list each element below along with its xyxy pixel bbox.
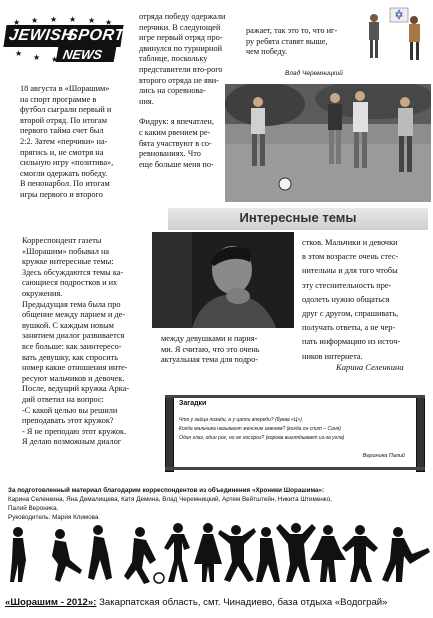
photo-football-game: [225, 84, 431, 202]
silhouette-ball-icon: [88, 525, 112, 580]
article-topics-col1: Корреспондент газеты «Шорашим» побывал на кружке интересные темы: Здесь обсуждаются темы ка- сающиеся подростков и их окружения. Предыдущая тема была про общение между парнем и де- вушкой. С каждым новым занятием диалог развивается все больше: как заинтересо- вать девушку, как спросить номер какие отношения инте- ресуют мальчиков и девочек. После, ведущий кружка Арка- дий ответил на вопрос: -С какой целью вы решили преподавать этот кружок? - Я не преподаю этот кружок. Я делаю возможным диалог: [22, 236, 130, 447]
silhouette-kick-icon: [52, 529, 82, 582]
star-icon: ★: [88, 16, 96, 25]
star-icon: ★: [69, 15, 77, 24]
sport-silhouettes: [0, 520, 433, 588]
silhouette-kick-icon: [382, 527, 430, 582]
footer: [5, 597, 430, 608]
star-icon: ★: [51, 55, 59, 64]
footer-brand: «Шорашим - 2012»:: [5, 597, 97, 608]
credits: За подготовленный материал благодарим корреспондентов из объединения «Хроники Шорашима»: Карина Селенкина, Яна Демалищева, Катя Демина, Влад Черемницкий, Артем Вейтштейн, Никита Штименко, Палий Вероника. Руководитель: Мария Климова: [8, 487, 332, 521]
silhouette-skip-icon: [256, 527, 280, 582]
article-football-col1: 18 августа в «Шорашим» на спорт программе в футбол сыграли первый и второй отряд. По итогам первого тайма счет был 2:2. Затем «перчики» на- прягись и, не смотря на сильную игру «позитива», смогли одержать победу. В пенонарбол. По итогам игры первого и второго: [20, 84, 114, 199]
silhouette-cheer-icon: [276, 523, 316, 582]
article-football-col3: ражает, так это то, что иг- ру ребята ставят выше, чем победу.: [246, 26, 338, 57]
signature-karina: Карина Селенкина: [336, 362, 404, 372]
riddle: Что у зайца позади, а у цапли впереди? (буква «Ц»): [179, 417, 302, 423]
photo-kids-flag: [360, 2, 430, 68]
silhouette-ballet-icon: [310, 525, 346, 582]
section-banner: [168, 208, 428, 230]
silhouette-dancer-icon: [164, 523, 190, 582]
logo-news: NEWS: [61, 47, 104, 62]
footer-location: Закарпатская область, смт. Чинадиево, база отдыха «Водограй»: [96, 597, 388, 608]
signature-vlad: Влад Черемницкий: [285, 70, 343, 77]
newspaper-logo: [5, 15, 126, 64]
star-icon: ★: [15, 49, 23, 58]
silhouette-stretch-icon: [342, 525, 378, 582]
logo-sport: SPORT: [65, 27, 126, 44]
riddle: Один глаз, один рог, но не носорог? (корова выглядывает из-за угла): [179, 435, 345, 441]
riddles-list: [179, 416, 413, 443]
riddle: Когда мальчика называют женским именем? (когда он спит – Соня): [179, 426, 341, 432]
silhouette-jump-icon: [218, 525, 256, 582]
soccer-ball-icon: [154, 573, 164, 583]
riddles-title: Загадки: [179, 400, 207, 407]
section-title: Интересные темы: [239, 210, 357, 225]
logo-banner: [3, 25, 126, 47]
logo-news-box: [56, 47, 117, 62]
riddles-box: [165, 395, 425, 470]
star-icon: ★: [50, 15, 58, 24]
article-topics-col2: между девушками и парня- ми. Я считаю, что это очень актуальная тема для подро-: [161, 334, 260, 365]
star-icon: ★: [13, 18, 21, 27]
photo-man-thinking: [152, 232, 294, 328]
silhouette-runner-icon: [124, 527, 156, 584]
star-icon: ★: [33, 53, 41, 62]
article-football-col2: отряда победу одержали перчики. В следующей игре первый отряд про- двинулся по турнирной таблице, поскольку представители вто-рого второго отряда не яви- лись на соревнова- ния. Фидрук: я впечатлен, с каким рвением ре- бята участвуют в со- ревнованиях. Что еще больше меня по-: [139, 12, 226, 169]
logo-jewish: JEWISH: [7, 27, 75, 44]
silhouette-dress-icon: [194, 523, 222, 582]
silhouette-football-icon: [10, 527, 26, 582]
star-icon: ★: [31, 16, 39, 25]
signature-veronika: Вероника Палий: [362, 453, 405, 459]
star-icon: ★: [105, 18, 113, 27]
article-topics-col3: стков. Мальчики и девочки в этом возрасте очень стес- нительны и для того чтобы эту стеснительность пре- одолеть нужно общаться друг с другом, спрашивать, получать ответы, а не чер- пать информацию из источ- ников интернета.: [302, 238, 401, 361]
